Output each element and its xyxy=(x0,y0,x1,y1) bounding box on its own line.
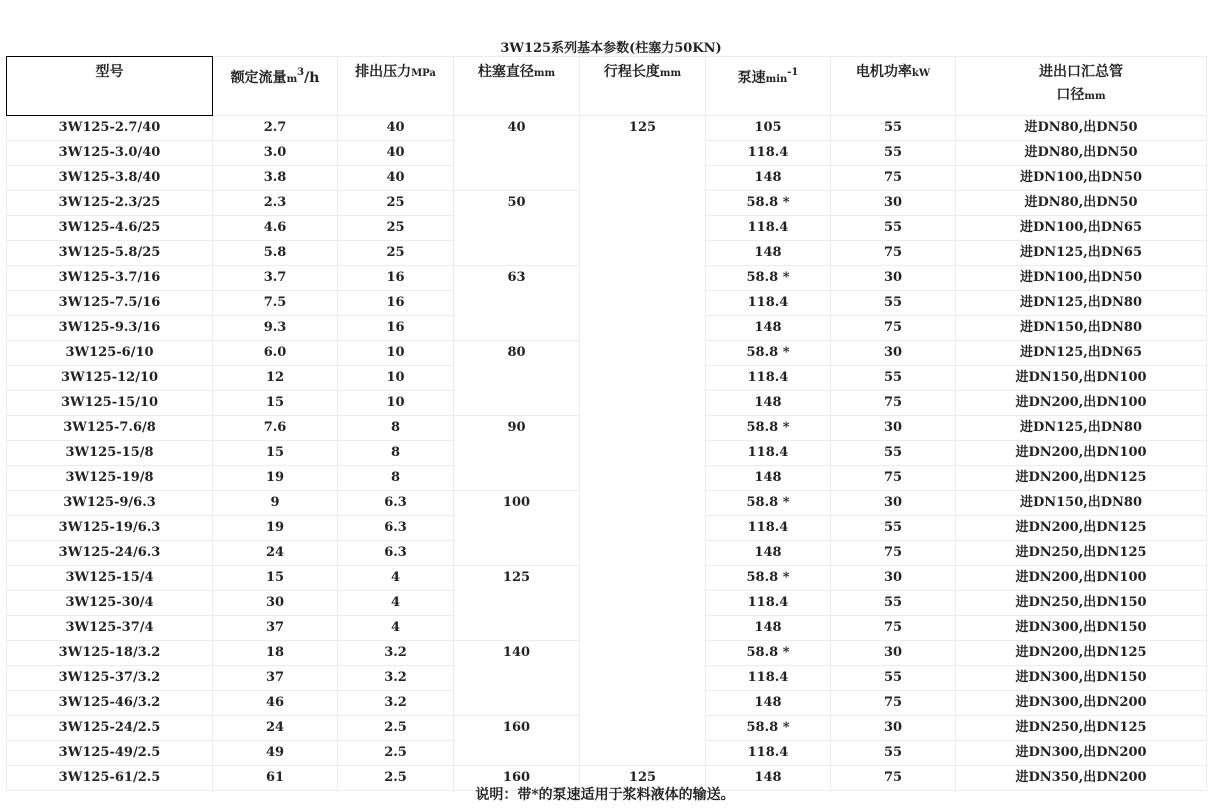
pipe-size-cell: 进DN125,出DN80 xyxy=(956,416,1207,441)
pressure-cell: 4 xyxy=(338,566,454,591)
pipe-size-cell: 进DN200,出DN100 xyxy=(956,441,1207,466)
model-cell: 3W125-3.8/40 xyxy=(7,166,213,191)
pressure-cell: 40 xyxy=(338,116,454,141)
motor-power-cell: 75 xyxy=(831,316,956,341)
pressure-cell: 6.3 xyxy=(338,491,454,516)
flow-cell: 9 xyxy=(213,491,338,516)
flow-cell: 37 xyxy=(213,666,338,691)
motor-power-cell: 75 xyxy=(831,391,956,416)
pump-speed-cell: 148 xyxy=(706,766,831,791)
pump-speed-cell: 148 xyxy=(706,166,831,191)
pressure-cell: 6.3 xyxy=(338,516,454,541)
pressure-cell: 8 xyxy=(338,416,454,441)
model-cell: 3W125-7.5/16 xyxy=(7,291,213,316)
header-stroke-length: 行程长度mm xyxy=(580,57,706,116)
pressure-cell: 25 xyxy=(338,241,454,266)
pump-speed-cell: 58.8 * xyxy=(706,566,831,591)
pump-speed-cell: 118.4 xyxy=(706,741,831,766)
header-flow: 额定流量$m^3/h$ xyxy=(213,57,338,116)
model-cell: 3W125-24/2.5 xyxy=(7,716,213,741)
pressure-cell: 10 xyxy=(338,391,454,416)
motor-power-cell: 55 xyxy=(831,141,956,166)
pump-speed-cell: 148 xyxy=(706,466,831,491)
motor-power-cell: 75 xyxy=(831,241,956,266)
flow-cell: 9.3 xyxy=(213,316,338,341)
motor-power-cell: 30 xyxy=(831,641,956,666)
model-cell: 3W125-49/2.5 xyxy=(7,741,213,766)
flow-cell: 2.3 xyxy=(213,191,338,216)
pressure-cell: 2.5 xyxy=(338,741,454,766)
flow-cell: 18 xyxy=(213,641,338,666)
plunger-diameter-cell: 50 xyxy=(454,191,580,266)
model-cell: 3W125-4.6/25 xyxy=(7,216,213,241)
model-cell: 3W125-3.7/16 xyxy=(7,266,213,291)
flow-cell: 15 xyxy=(213,566,338,591)
flow-cell: 12 xyxy=(213,366,338,391)
pump-speed-cell: 58.8 * xyxy=(706,491,831,516)
model-cell: 3W125-24/6.3 xyxy=(7,541,213,566)
pipe-size-cell: 进DN100,出DN65 xyxy=(956,216,1207,241)
pipe-size-cell: 进DN200,出DN125 xyxy=(956,466,1207,491)
table-header xyxy=(7,57,1207,116)
pressure-cell: 16 xyxy=(338,266,454,291)
motor-power-cell: 75 xyxy=(831,766,956,791)
flow-cell: 15 xyxy=(213,391,338,416)
pump-speed-cell: 58.8 * xyxy=(706,416,831,441)
pump-speed-cell: 148 xyxy=(706,241,831,266)
header-model: 型号 xyxy=(7,57,213,116)
pipe-size-cell: 进DN150,出DN80 xyxy=(956,491,1207,516)
motor-power-cell: 55 xyxy=(831,216,956,241)
pump-speed-cell: 148 xyxy=(706,391,831,416)
pump-speed-cell: 58.8 * xyxy=(706,716,831,741)
header-plunger-diameter: 柱塞直径mm xyxy=(454,57,580,116)
pressure-cell: 40 xyxy=(338,141,454,166)
motor-power-cell: 75 xyxy=(831,691,956,716)
model-cell: 3W125-3.0/40 xyxy=(7,141,213,166)
motor-power-cell: 55 xyxy=(831,291,956,316)
pump-speed-cell: 58.8 * xyxy=(706,266,831,291)
pressure-cell: 25 xyxy=(338,216,454,241)
flow-cell: 5.8 xyxy=(213,241,338,266)
motor-power-cell: 55 xyxy=(831,741,956,766)
model-cell: 3W125-37/3.2 xyxy=(7,666,213,691)
motor-power-cell: 75 xyxy=(831,466,956,491)
pipe-size-cell: 进DN200,出DN125 xyxy=(956,641,1207,666)
motor-power-cell: 55 xyxy=(831,666,956,691)
flow-cell: 19 xyxy=(213,466,338,491)
pressure-cell: 3.2 xyxy=(338,691,454,716)
stroke-length-cell: 125 xyxy=(580,116,706,766)
motor-power-cell: 30 xyxy=(831,491,956,516)
flow-cell: 3.7 xyxy=(213,266,338,291)
model-cell: 3W125-15/8 xyxy=(7,441,213,466)
pump-speed-cell: 118.4 xyxy=(706,291,831,316)
pipe-size-cell: 进DN150,出DN100 xyxy=(956,366,1207,391)
pipe-size-cell: 进DN125,出DN80 xyxy=(956,291,1207,316)
pipe-size-cell: 进DN300,出DN200 xyxy=(956,741,1207,766)
model-cell: 3W125-19/8 xyxy=(7,466,213,491)
model-cell: 3W125-9.3/16 xyxy=(7,316,213,341)
pump-speed-cell: 58.8 * xyxy=(706,641,831,666)
model-cell: 3W125-6/10 xyxy=(7,341,213,366)
pump-speed-cell: 58.8 * xyxy=(706,341,831,366)
pump-speed-cell: 148 xyxy=(706,691,831,716)
pressure-cell: 6.3 xyxy=(338,541,454,566)
flow-cell: 2.7 xyxy=(213,116,338,141)
pipe-size-cell: 进DN250,出DN125 xyxy=(956,541,1207,566)
model-cell: 3W125-30/4 xyxy=(7,591,213,616)
header-pump-speed: 泵速$\min^{-1}$ xyxy=(706,57,831,116)
pipe-size-cell: 进DN125,出DN65 xyxy=(956,241,1207,266)
pressure-cell: 3.2 xyxy=(338,641,454,666)
table-body xyxy=(7,116,1207,791)
pump-speed-cell: 148 xyxy=(706,616,831,641)
model-cell: 3W125-12/10 xyxy=(7,366,213,391)
pump-speed-cell: 118.4 xyxy=(706,141,831,166)
pump-speed-cell: 118.4 xyxy=(706,366,831,391)
pipe-size-cell: 进DN80,出DN50 xyxy=(956,116,1207,141)
plunger-diameter-cell: 160 xyxy=(454,716,580,766)
pipe-size-cell: 进DN200,出DN100 xyxy=(956,566,1207,591)
flow-cell: 49 xyxy=(213,741,338,766)
pressure-cell: 2.5 xyxy=(338,716,454,741)
pressure-cell: 10 xyxy=(338,341,454,366)
flow-cell: 19 xyxy=(213,516,338,541)
motor-power-cell: 55 xyxy=(831,591,956,616)
pump-speed-cell: 118.4 xyxy=(706,666,831,691)
plunger-diameter-cell: 160 xyxy=(454,766,580,791)
motor-power-cell: 55 xyxy=(831,441,956,466)
pump-speed-cell: 118.4 xyxy=(706,516,831,541)
pump-speed-cell: 105 xyxy=(706,116,831,141)
flow-cell: 3.0 xyxy=(213,141,338,166)
flow-cell: 7.5 xyxy=(213,291,338,316)
pipe-size-cell: 进DN80,出DN50 xyxy=(956,191,1207,216)
motor-power-cell: 55 xyxy=(831,366,956,391)
plunger-diameter-cell: 140 xyxy=(454,641,580,716)
plunger-diameter-cell: 100 xyxy=(454,491,580,566)
model-cell: 3W125-18/3.2 xyxy=(7,641,213,666)
parameters-table xyxy=(6,56,1207,791)
pump-speed-cell: 148 xyxy=(706,316,831,341)
header-motor-power: 电机功率kW xyxy=(831,57,956,116)
pipe-size-cell: 进DN125,出DN65 xyxy=(956,341,1207,366)
motor-power-cell: 75 xyxy=(831,541,956,566)
motor-power-cell: 30 xyxy=(831,341,956,366)
header-pressure: 排出压力MPa xyxy=(338,57,454,116)
motor-power-cell: 75 xyxy=(831,166,956,191)
pressure-cell: 2.5 xyxy=(338,766,454,791)
pressure-cell: 4 xyxy=(338,591,454,616)
plunger-diameter-cell: 90 xyxy=(454,416,580,491)
pump-speed-cell: 118.4 xyxy=(706,441,831,466)
pipe-size-cell: 进DN200,出DN100 xyxy=(956,391,1207,416)
model-cell: 3W125-15/4 xyxy=(7,566,213,591)
motor-power-cell: 30 xyxy=(831,716,956,741)
pressure-cell: 40 xyxy=(338,166,454,191)
pipe-size-cell: 进DN80,出DN50 xyxy=(956,141,1207,166)
motor-power-cell: 30 xyxy=(831,416,956,441)
pressure-cell: 3.2 xyxy=(338,666,454,691)
plunger-diameter-cell: 125 xyxy=(454,566,580,641)
model-cell: 3W125-5.8/25 xyxy=(7,241,213,266)
pipe-size-cell: 进DN300,出DN150 xyxy=(956,666,1207,691)
footnote: 说明：带*的泵速适用于浆料液体的输送。 xyxy=(475,787,735,803)
flow-cell: 30 xyxy=(213,591,338,616)
motor-power-cell: 55 xyxy=(831,116,956,141)
pipe-size-cell: 进DN250,出DN125 xyxy=(956,716,1207,741)
flow-cell: 4.6 xyxy=(213,216,338,241)
flow-cell: 15 xyxy=(213,441,338,466)
model-cell: 3W125-9/6.3 xyxy=(7,491,213,516)
flow-cell: 3.8 xyxy=(213,166,338,191)
pump-speed-cell: 148 xyxy=(706,541,831,566)
flow-cell: 24 xyxy=(213,541,338,566)
flow-cell: 61 xyxy=(213,766,338,791)
pipe-size-cell: 进DN200,出DN125 xyxy=(956,516,1207,541)
motor-power-cell: 30 xyxy=(831,191,956,216)
model-cell: 3W125-37/4 xyxy=(7,616,213,641)
pump-speed-cell: 58.8 * xyxy=(706,191,831,216)
motor-power-cell: 75 xyxy=(831,616,956,641)
model-cell: 3W125-61/2.5 xyxy=(7,766,213,791)
flow-cell: 6.0 xyxy=(213,341,338,366)
model-cell: 3W125-7.6/8 xyxy=(7,416,213,441)
model-cell: 3W125-46/3.2 xyxy=(7,691,213,716)
pressure-cell: 16 xyxy=(338,291,454,316)
table-title: 3W125系列基本参数(柱塞力50KN) xyxy=(500,41,722,56)
pipe-size-cell: 进DN300,出DN150 xyxy=(956,616,1207,641)
pump-speed-cell: 118.4 xyxy=(706,591,831,616)
header-pipe-size: 进出口汇总管 口径mm xyxy=(956,57,1207,116)
pipe-size-cell: 进DN250,出DN150 xyxy=(956,591,1207,616)
pressure-cell: 10 xyxy=(338,366,454,391)
plunger-diameter-cell: 40 xyxy=(454,116,580,191)
pressure-cell: 25 xyxy=(338,191,454,216)
plunger-diameter-cell: 63 xyxy=(454,266,580,341)
plunger-diameter-cell: 80 xyxy=(454,341,580,416)
model-cell: 3W125-2.7/40 xyxy=(7,116,213,141)
pump-speed-cell: 118.4 xyxy=(706,216,831,241)
flow-cell: 37 xyxy=(213,616,338,641)
model-cell: 3W125-19/6.3 xyxy=(7,516,213,541)
pipe-size-cell: 进DN150,出DN80 xyxy=(956,316,1207,341)
table-row xyxy=(7,116,1207,141)
motor-power-cell: 30 xyxy=(831,266,956,291)
model-cell: 3W125-15/10 xyxy=(7,391,213,416)
motor-power-cell: 30 xyxy=(831,566,956,591)
pipe-size-cell: 进DN350,出DN200 xyxy=(956,766,1207,791)
flow-cell: 24 xyxy=(213,716,338,741)
pipe-size-cell: 进DN100,出DN50 xyxy=(956,266,1207,291)
model-cell: 3W125-2.3/25 xyxy=(7,191,213,216)
pressure-cell: 4 xyxy=(338,616,454,641)
flow-cell: 46 xyxy=(213,691,338,716)
pressure-cell: 8 xyxy=(338,441,454,466)
motor-power-cell: 55 xyxy=(831,516,956,541)
flow-cell: 7.6 xyxy=(213,416,338,441)
pressure-cell: 8 xyxy=(338,466,454,491)
stroke-length-cell: 125 xyxy=(580,766,706,791)
pressure-cell: 16 xyxy=(338,316,454,341)
pipe-size-cell: 进DN100,出DN50 xyxy=(956,166,1207,191)
pipe-size-cell: 进DN300,出DN200 xyxy=(956,691,1207,716)
